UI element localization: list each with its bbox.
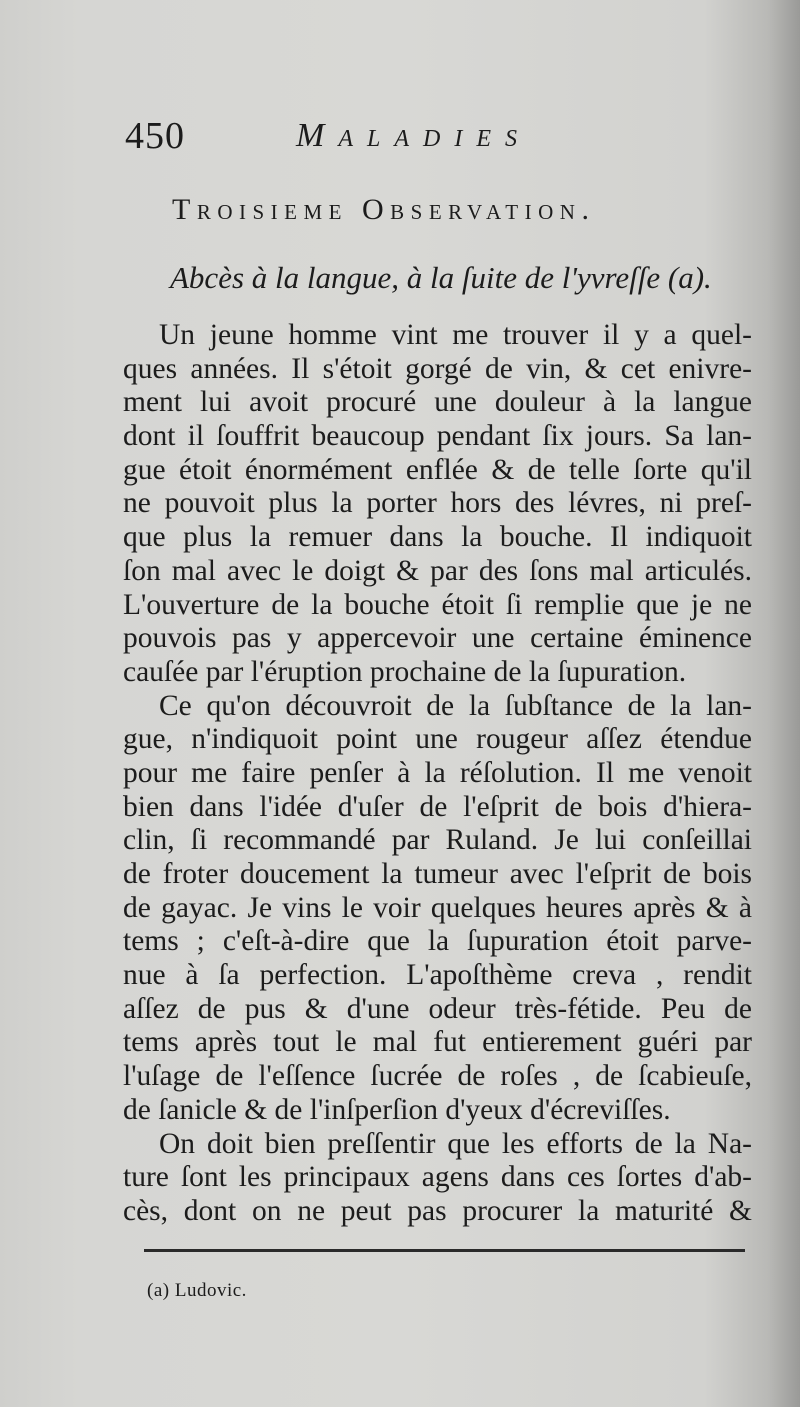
- text-line: dont il ſouffrit beaucoup pendant ſix jours. Sa lan-: [123, 420, 752, 453]
- text-line: Un jeune homme vint me trouver il y a quel-: [159, 319, 752, 351]
- text-line: L'ouverture de la bouche étoit ſi remplie que je ne: [123, 588, 752, 621]
- text-line: ment lui avoit procuré une douleur à la langue: [123, 386, 752, 419]
- text-line: ne pouvoit plus la porter hors des lévres, ni preſ-: [123, 487, 752, 520]
- text-line: cès, dont on ne peut pas procurer la maturité &: [123, 1194, 752, 1227]
- text-line: de froter doucement la tumeur avec l'eſprit de bois: [123, 858, 752, 890]
- text-line: tems après tout le mal fut entierement guéri par: [123, 1026, 752, 1059]
- footnote-rule: [144, 1249, 745, 1252]
- text-line: cauſée par l'éruption prochaine de la ſupuration.: [123, 655, 687, 688]
- page-number: 450: [125, 115, 185, 157]
- text-line: ſon mal avec le doigt & par des ſons mal articulés.: [123, 554, 752, 587]
- text-line: tems ; c'eſt-à-dire que la ſupuration étoit parve-: [123, 925, 752, 958]
- text-line: de gayac. Je vins le voir quelques heures après & à: [123, 891, 752, 924]
- text-line: bien dans l'idée d'uſer de l'eſprit de bois d'hiera-: [123, 790, 752, 823]
- text-line: ques années. Il s'étoit gorgé de vin, & cet enivre-: [123, 352, 752, 385]
- text-line: gue étoit énormément enflée & de telle ſorte qu'il: [123, 453, 752, 486]
- text-line: Ce qu'on découvroit de la ſubſtance de la lan-: [159, 689, 752, 722]
- text-line: clin, ſi recommandé par Ruland. Je lui conſeillai: [123, 824, 752, 857]
- text-line: de ſanicle & de l'inſperſion d'yeux d'écreviſſes.: [123, 1093, 671, 1126]
- text-line: pouvois pas y appercevoir une certaine éminence: [123, 622, 752, 655]
- footnote: (a) Ludovic.: [147, 1280, 247, 1301]
- text-line: ture ſont les principaux agens dans ces ſortes d'ab-: [123, 1161, 752, 1194]
- subtitle: Abcès à la langue, à la ſuite de l'yvreſſe (a).: [170, 260, 712, 295]
- section-title: Troisieme Observation.: [172, 193, 596, 226]
- running-head: Maladies: [296, 117, 531, 154]
- text-line: l'uſage de l'eſſence ſucrée de roſes , de ſcabieuſe,: [123, 1060, 752, 1093]
- text-line: aſſez de pus & d'une odeur très-fétide. Peu de: [123, 992, 752, 1025]
- text-line: On doit bien preſſentir que les efforts de la Na-: [159, 1127, 752, 1160]
- text-line: nue à ſa perfection. L'apoſthème creva , rendit: [123, 959, 752, 992]
- text-line: pour me faire penſer à la réſolution. Il me venoit: [123, 756, 752, 789]
- body-text: [123, 319, 752, 1229]
- text-line: gue, n'indiquoit point une rougeur aſſez étendue: [123, 723, 752, 756]
- text-line: que plus la remuer dans la bouche. Il indiquoit: [123, 521, 752, 554]
